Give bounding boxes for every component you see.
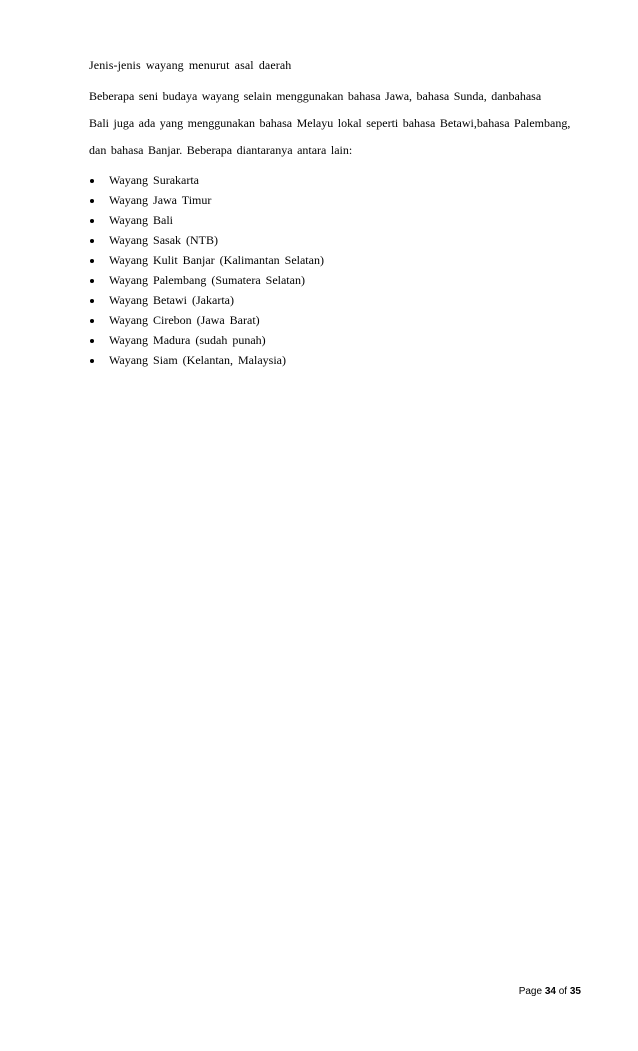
list-item-text: Wayang Betawi (Jakarta) [109, 293, 234, 307]
current-page-number: 34 [544, 986, 556, 997]
list-item-text: Wayang Jawa Timur [109, 193, 212, 207]
list-item-text: Wayang Siam (Kelantan, Malaysia) [109, 353, 286, 367]
list-item-text: Wayang Cirebon (Jawa Barat) [109, 313, 260, 327]
list-item-text: Wayang Sasak (NTB) [109, 233, 219, 247]
bullet-icon [90, 359, 94, 363]
paragraph-line: Bali juga ada yang menggunakan bahasa Melayu lokal seperti bahasa Betawi,bahasa Palembang, [89, 116, 571, 130]
bullet-icon [90, 319, 94, 323]
bullet-icon [90, 179, 94, 183]
list-item-text: Wayang Bali [109, 213, 174, 227]
bullet-icon [90, 299, 94, 303]
total-pages-number: 35 [569, 986, 581, 997]
page-label: Page [518, 986, 543, 997]
bullet-icon [90, 259, 94, 263]
paragraph-line: Beberapa seni budaya wayang selain menggunakan bahasa Jawa, bahasa Sunda, danbahasa [89, 89, 542, 103]
list-item-text: Wayang Palembang (Sumatera Selatan) [109, 273, 305, 287]
section-heading: Jenis-jenis wayang menurut asal daerah [89, 58, 292, 72]
paragraph-line: dan bahasa Banjar. Beberapa diantaranya antara lain: [89, 143, 353, 157]
list-item-text: Wayang Madura (sudah punah) [109, 333, 266, 347]
bullet-icon [90, 339, 94, 343]
of-label: of [558, 986, 568, 997]
list-item-text: Wayang Surakarta [109, 173, 199, 187]
list-item-text: Wayang Kulit Banjar (Kalimantan Selatan) [109, 253, 324, 267]
bullet-icon [90, 219, 94, 223]
bullet-icon [90, 239, 94, 243]
bullet-icon [90, 199, 94, 203]
bullet-icon [90, 279, 94, 283]
page-number-footer [519, 986, 581, 997]
